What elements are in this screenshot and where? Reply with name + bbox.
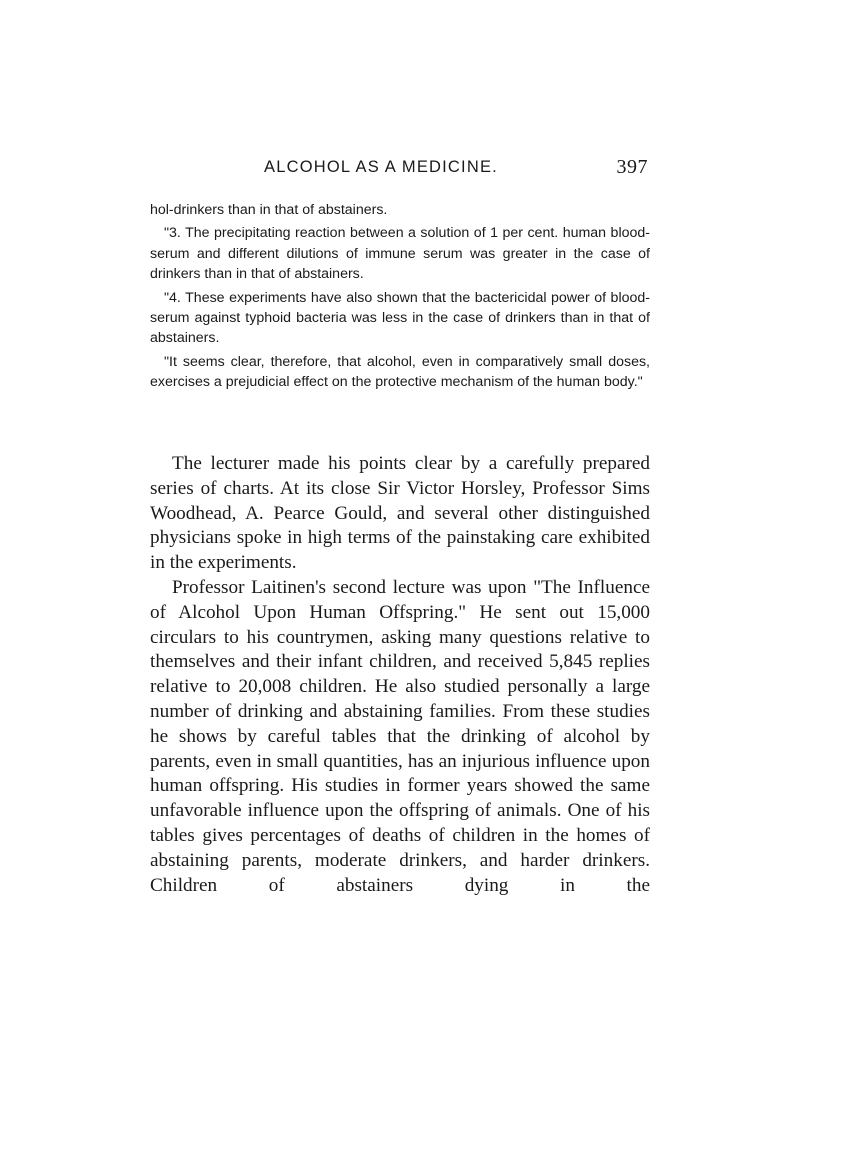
- body-paragraph-2: Professor Laitinen's second lecture was upon "The Influence of Alcohol Upon Human Offspring." He sent out 15,000 circulars to his countrymen, asking many questions relative to themselves and their infant children, and received 5,845 replies relative to 20,008 children. He also studied personally a large number of drinking and abstaining families. From these studies he shows by careful tables that the drinking of alcohol by parents, even in small quantities, has an injurious influence upon human offspring. His studies in former years showed the same unfavorable influence upon the offspring of animals. One of his tables gives percentages of deaths of children in the homes of abstaining parents, moderate drinkers, and harder drinkers. Children of abstainers dying in the: [150, 576, 650, 896]
- body-text: [150, 452, 650, 898]
- quote-point-3: "3. The precipitating reaction between a solution of 1 per cent. human blood-serum and different dilutions of immune serum was greater in the case of drinkers than in that of abstainers.: [150, 225, 650, 283]
- page-number: 397: [616, 156, 648, 178]
- quoted-findings: [150, 200, 650, 396]
- quote-conclusion: "It seems clear, therefore, that alcohol, even in comparatively small doses, exercises a prejudicial effect on the protective mechanism of the human body.": [150, 353, 650, 391]
- running-head: [150, 158, 650, 184]
- quote-point-4: "4. These experiments have also shown that the bactericidal power of blood-serum against typhoid bacteria was less in the case of drinkers than in that of abstainers.: [150, 289, 650, 347]
- running-title: ALCOHOL AS A MEDICINE.: [264, 158, 498, 176]
- quote-continuation: hol-drinkers than in that of abstainers.: [150, 202, 388, 218]
- body-paragraph-1: The lecturer made his points clear by a carefully prepared series of charts. At its close Sir Victor Horsley, Professor Sims Woodhead, A. Pearce Gould, and several other distinguished physicians spoke in high terms of the painstaking care exhibited in the experiments.: [150, 453, 650, 574]
